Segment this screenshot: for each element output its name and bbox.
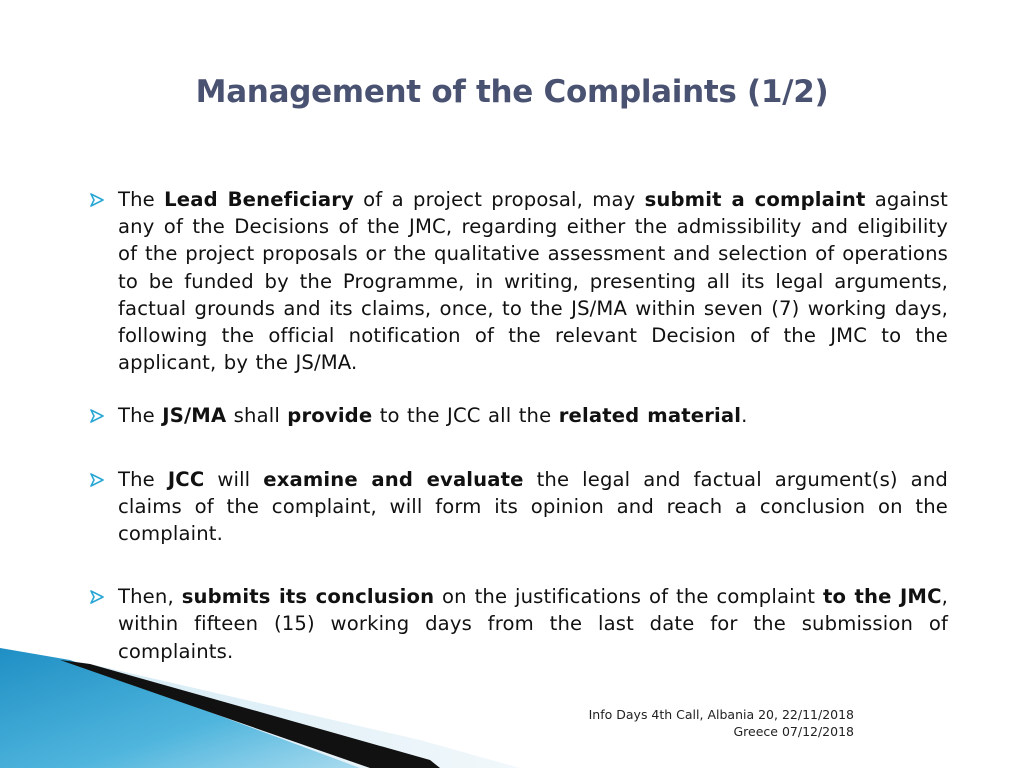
bullet-item [90,402,948,429]
footer-event-line: Info Days 4th Call, Albania 20, 22/11/2018 [588,707,854,722]
bullet-text: The JCC will examine and evaluate the legal and factual argument(s) and claims of the complaint, will form its opinion and reach a conclusion on the complaint. [118,467,948,546]
slide-footer [589,706,854,740]
bullet-item [90,186,948,376]
bullet-text: Then, submits its conclusion on the justifications of the complaint to the JMC, within fifteen (15) working days from the last date for the submission of complaints. [118,585,948,663]
arrowhead-bullet-icon [90,466,112,493]
bullet-text: The JS/MA shall provide to the JCC all the related material. [118,404,748,428]
arrowhead-bullet-icon [90,402,112,429]
decor-blue-wedge [0,648,360,768]
slide-title: Management of the Complaints (1/2) [195,74,829,110]
footer-date-line: Greece 07/12/2018 [733,724,854,739]
arrowhead-bullet-icon [90,583,112,610]
bullet-list [90,186,948,665]
arrowhead-bullet-icon [90,186,112,213]
bullet-item [90,466,948,548]
bullet-item [90,583,948,665]
bullet-text: The Lead Beneficiary of a project proposal, may submit a complaint against any of the Decisions of the JMC, regarding either the admissibility and eligibility of the project proposals or the qualitative assessment and selection of operations to be funded by the Programme, in writing, presenting all its legal arguments, factual grounds and its claims, once, to the JS/MA within seven (7) working days, following the official notification of the relevant Decision of the JMC to the applicant, by the JS/MA. [118,188,948,375]
